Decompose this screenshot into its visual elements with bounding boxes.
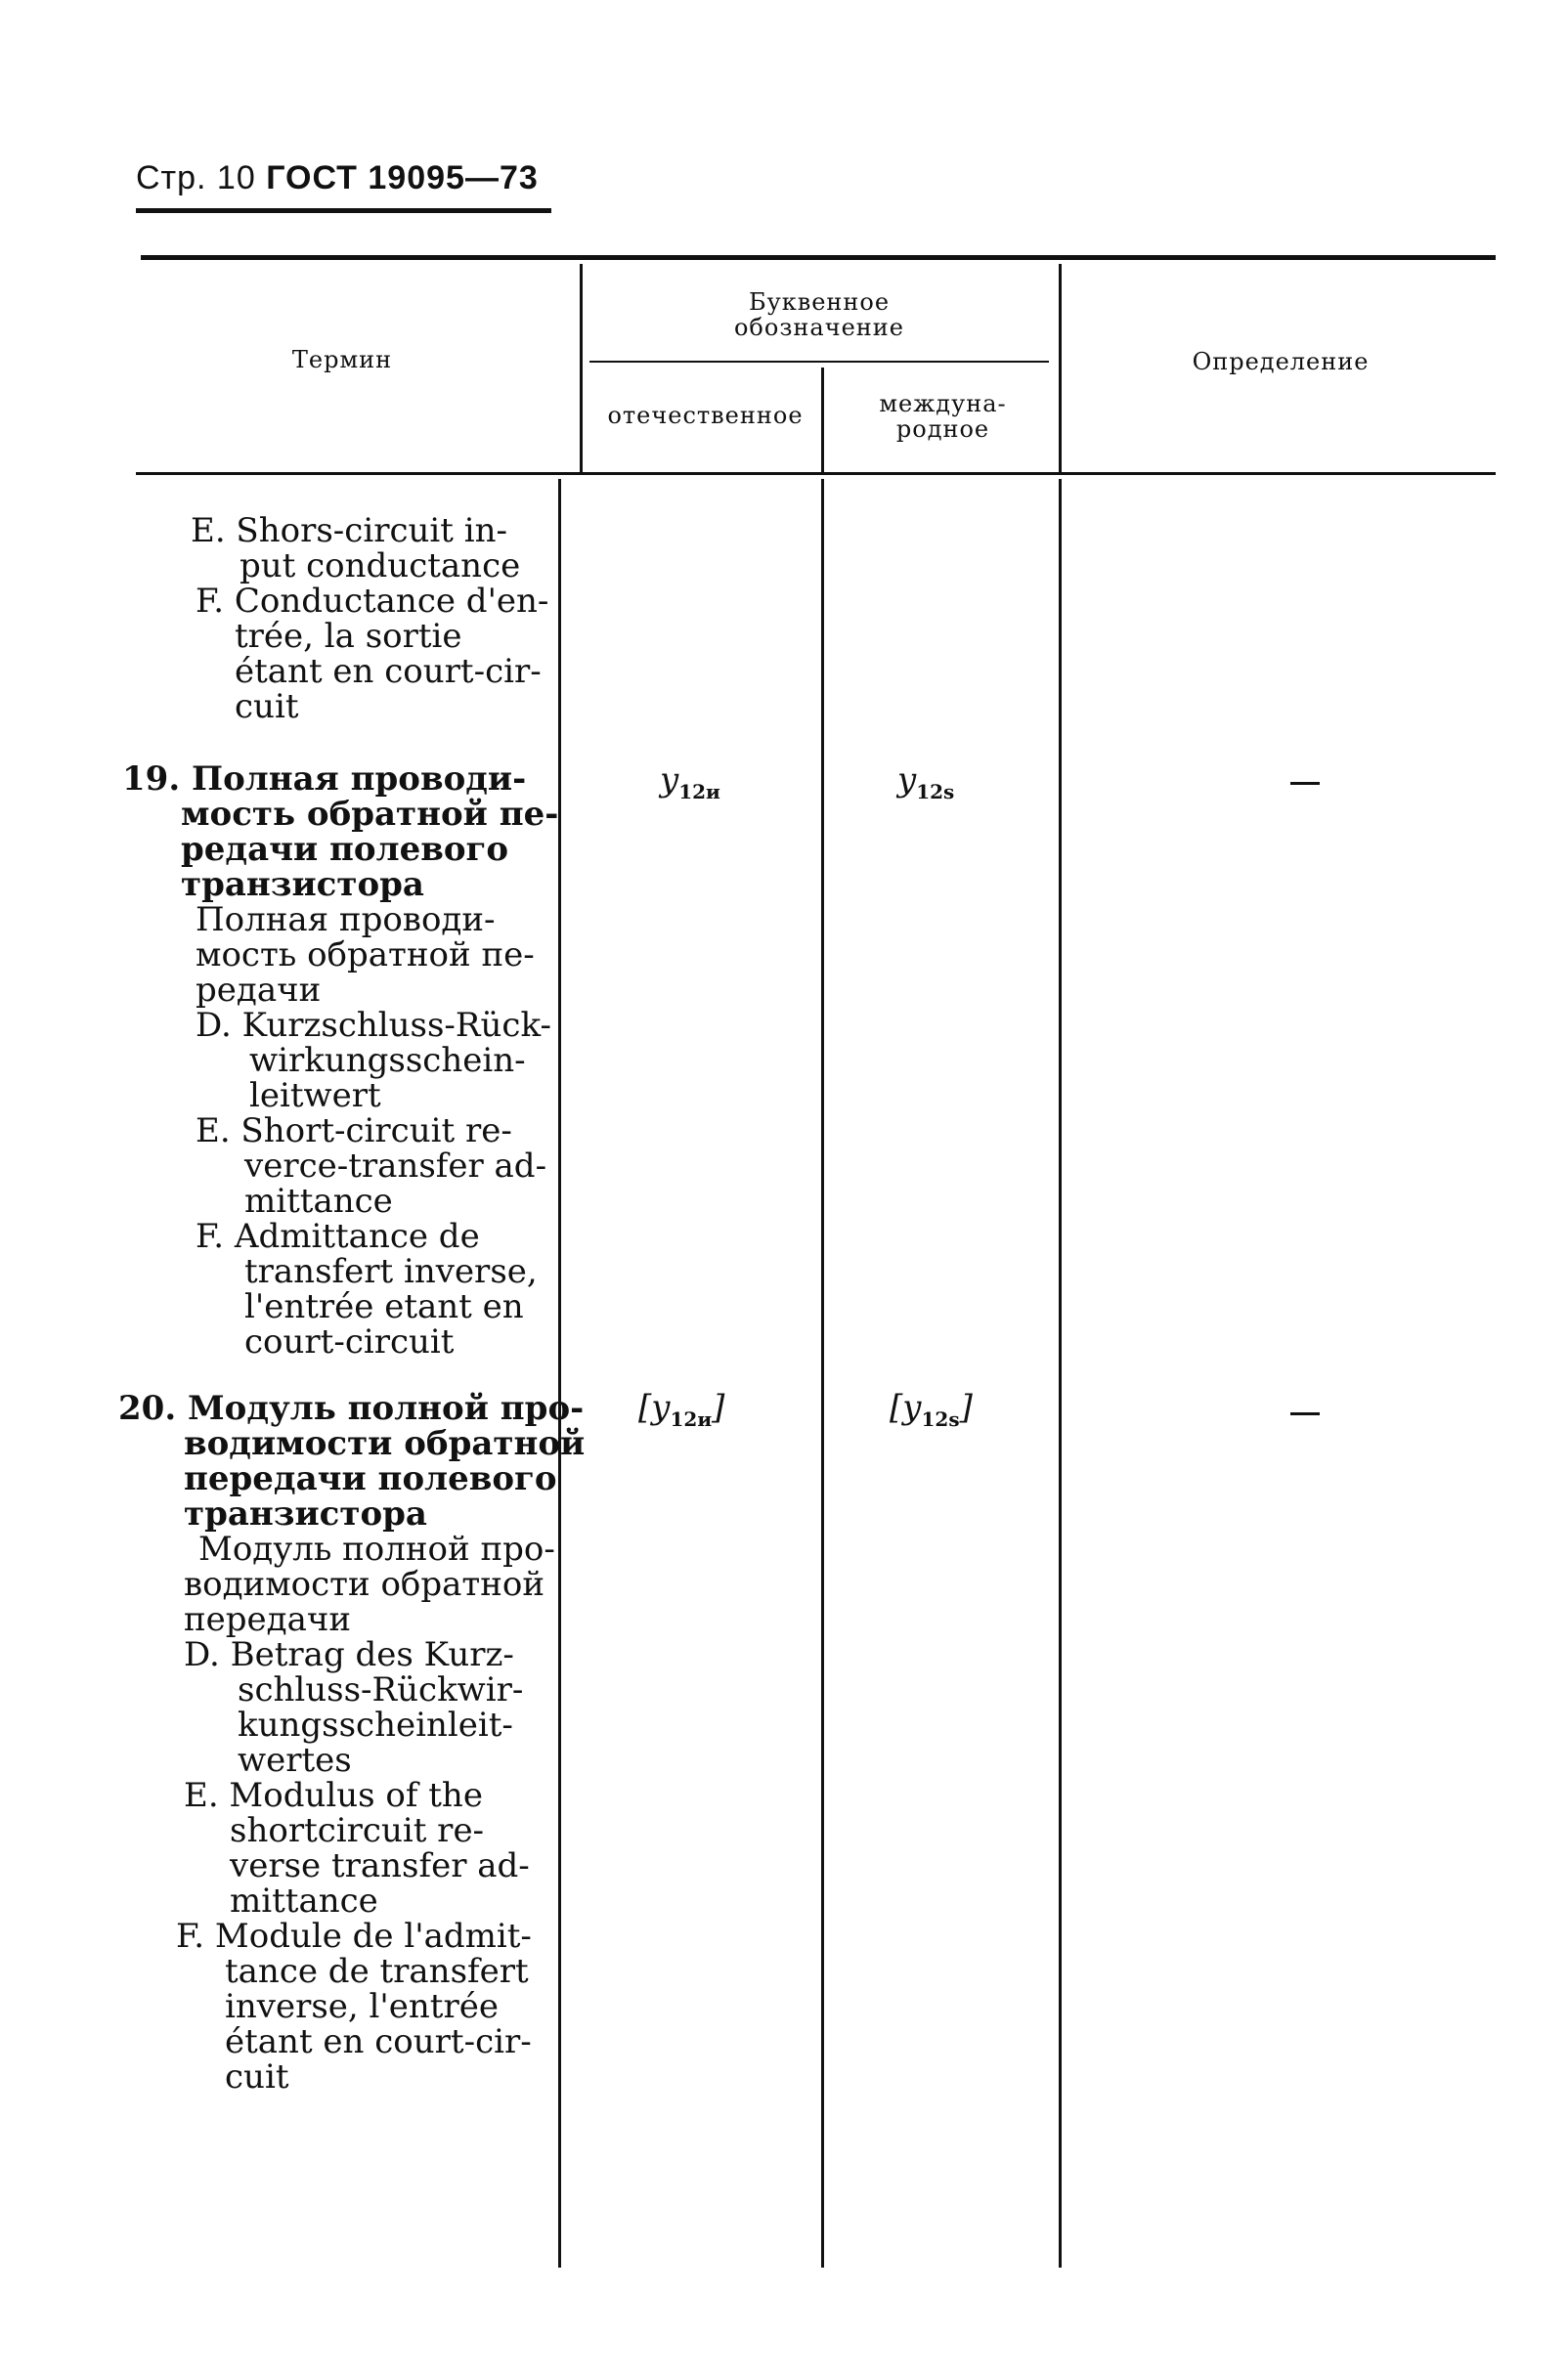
continuation-block [122, 513, 552, 724]
column-divider-symbols-body [821, 479, 824, 2268]
term-line: Модуль полной про- [198, 1530, 555, 1569]
term-line: F. Module de l'admit- [176, 1917, 532, 1956]
term-line: inverse, l'entrée [225, 1987, 499, 2026]
symbol-international-19: $y_{12s}$ [897, 760, 955, 803]
term-line: mittance [244, 1182, 393, 1221]
term-title-line: редачи полевого [181, 830, 509, 869]
header-letter-designation: Буквенное обозначение [733, 288, 904, 341]
term-line: E. Modulus of the [184, 1776, 483, 1815]
header-definition: Определение [1192, 348, 1370, 375]
symbol-domestic-19: $y_{12и}$ [660, 760, 720, 803]
term-line: cuit [235, 687, 299, 726]
term-entry-20 [118, 1389, 586, 2097]
definition-dash-20 [1290, 1412, 1320, 1415]
header-bottom-rule [136, 472, 1496, 475]
term-line: transfert inverse, [244, 1252, 538, 1291]
table-top-rule [141, 255, 1496, 260]
entry-number-and-title: 20. Модуль полной про- [118, 1389, 585, 1428]
term-line: étant en court-cir- [235, 652, 542, 691]
term-line: tance de transfert [225, 1952, 529, 1991]
term-line: cuit [225, 2057, 289, 2097]
term-line: leitwert [249, 1076, 381, 1115]
standard-code: ГОСТ 19095—73 [266, 159, 539, 196]
page-header [136, 159, 539, 197]
term-line: редачи [196, 971, 322, 1010]
term-line: E. Short-circuit re- [196, 1111, 512, 1150]
term-line: Полная проводи- [196, 900, 496, 939]
term-line: водимости обратной [184, 1565, 545, 1604]
term-line: étant en court-cir- [225, 2022, 532, 2061]
term-line: мость обратной пе- [196, 935, 535, 974]
term-line: wertes [238, 1741, 352, 1780]
term-title-line: передачи полевого [184, 1459, 557, 1498]
term-line: D. Kurzschluss-Rück- [196, 1006, 551, 1045]
term-line: kungsscheinleit- [238, 1706, 513, 1745]
symbol-international-20: $[y_{12s}]$ [890, 1388, 973, 1431]
header-term: Термин [291, 346, 393, 373]
symbol-domestic-20: $[y_{12и}]$ [638, 1388, 725, 1431]
letter-designation-divider [589, 361, 1049, 363]
column-divider-definition [1059, 264, 1062, 472]
term-line: l'entrée etant en [244, 1287, 524, 1326]
column-divider-definition-body [1059, 479, 1062, 2268]
term-line: trée, la sortie [235, 617, 462, 656]
term-line: put conductance [240, 546, 521, 585]
term-line: verce-transfer ad- [244, 1147, 547, 1186]
term-line: F. Admittance de [196, 1217, 480, 1256]
term-title-line: транзистора [184, 1494, 427, 1534]
term-line: F. Conductance d'en- [196, 582, 549, 621]
term-line: E. Shors-circuit in- [191, 511, 507, 550]
term-line: передачи [184, 1600, 352, 1639]
header-domestic: отечественное [607, 402, 804, 429]
term-line: verse transfer ad- [230, 1846, 530, 1885]
term-entry-19 [122, 759, 559, 1362]
column-divider-symbols [821, 368, 824, 472]
term-line: court-circuit [244, 1322, 455, 1362]
term-line: mittance [230, 1882, 378, 1921]
entry-number-and-title: 19. Полная проводи- [122, 759, 527, 799]
definition-dash-19 [1290, 782, 1320, 785]
header-international: междуна- родное [879, 390, 1007, 443]
page-number: Стр. 10 [136, 159, 256, 196]
term-title-line: транзистора [181, 865, 424, 904]
column-divider-term-body [558, 479, 561, 2268]
column-divider-term [580, 264, 583, 472]
term-line: schluss-Rückwir- [238, 1670, 524, 1709]
term-line: shortcircuit re- [230, 1811, 485, 1850]
term-title-line: водимости обратной [184, 1424, 586, 1463]
term-line: D. Betrag des Kurz- [184, 1635, 514, 1674]
term-title-line: мость обратной пе- [181, 795, 559, 834]
header-rule [136, 208, 551, 213]
term-line: wirkungsschein- [249, 1041, 526, 1080]
